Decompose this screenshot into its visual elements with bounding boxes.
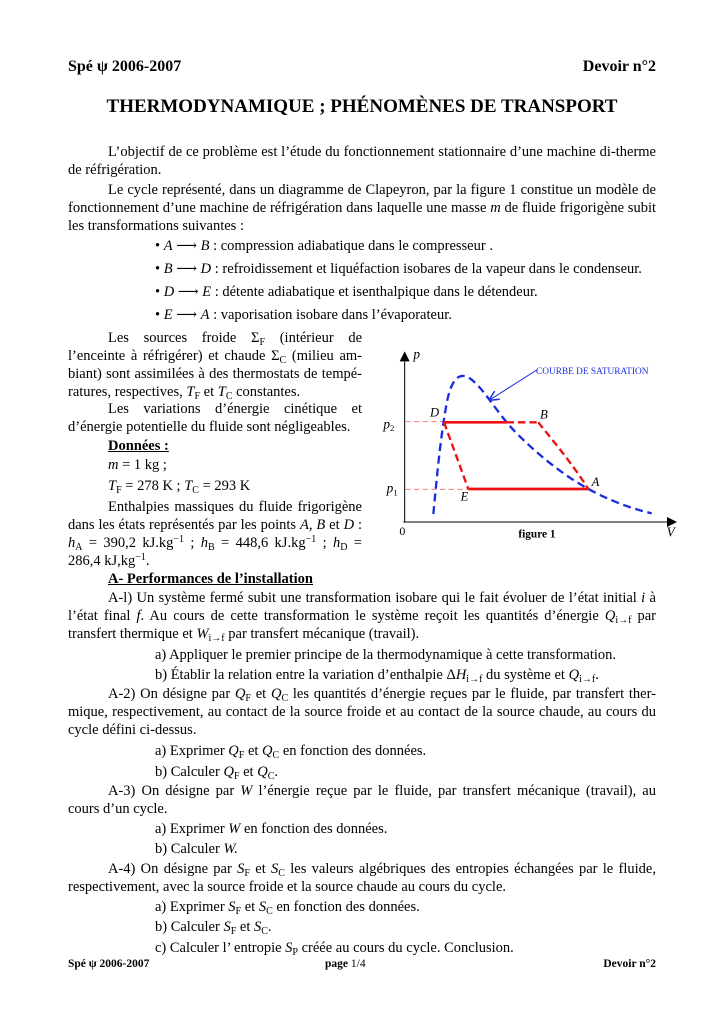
header-left: Spé ψ 2006-2007 (68, 58, 182, 75)
text-segment: h (68, 535, 76, 551)
p2-label: $p_2$ (383, 416, 395, 433)
text-segment: ; (316, 535, 333, 551)
text-segment: : refroidissement et liquéfaction isobares de la vapeur dans le condenseur. (211, 261, 642, 277)
y-axis-label: p (413, 346, 421, 362)
paragraph (155, 237, 655, 255)
text-segment: i→f (615, 615, 632, 626)
text-segment: et (249, 861, 272, 877)
text-segment: F (244, 868, 250, 879)
text-segment: Les variations d’énergie cinétique et d’énergie potentielle du fluide sont négligeables. (68, 401, 362, 435)
text-segment: • (155, 238, 164, 254)
paragraph (155, 742, 655, 760)
text-segment: Q (234, 686, 246, 702)
text-segment: b) Calculer (155, 841, 224, 857)
text-segment: ⟶ (172, 261, 201, 277)
text-segment: H (455, 667, 467, 683)
paragraph (68, 589, 656, 643)
text-segment: i→f (208, 633, 225, 644)
text-segment: = 390,2 kJ.kg (82, 535, 174, 551)
text-segment: T (217, 384, 226, 400)
text-segment: S (253, 919, 262, 935)
text-segment: f (136, 608, 141, 624)
text-segment: W (196, 626, 209, 642)
text-segment: a) Appliquer le premier principe de la thermodynamique à cette transformation. (155, 647, 617, 663)
paragraph (155, 918, 655, 936)
text-segment: b) Établir la relation entre la variation d’enthalpie Δ (155, 667, 456, 683)
text-segment: par transfert mécanique (travail). (224, 626, 420, 642)
point-a-label: A (591, 475, 600, 489)
text-segment: a) Exprimer (155, 899, 229, 915)
text-segment: C (261, 926, 268, 937)
figure-1-clapeyron-diagram (370, 340, 690, 550)
text-segment: m (108, 457, 119, 473)
text-segment: S (285, 940, 293, 956)
figure-caption: figure 1 (518, 528, 556, 541)
text-segment: F (194, 391, 201, 402)
text-segment: T (184, 478, 193, 494)
text-segment: Q (604, 608, 616, 624)
text-segment: Q (262, 743, 273, 759)
paragraph (155, 939, 655, 957)
text-segment: et (325, 517, 344, 533)
paragraph (155, 260, 655, 278)
text-segment: W. (223, 841, 238, 857)
text-segment: C (192, 485, 199, 496)
text-segment: A-2) On désigne par (108, 686, 235, 702)
text-segment: S (228, 899, 236, 915)
text-segment: et (241, 899, 259, 915)
paragraph (68, 860, 656, 896)
text-segment: h (200, 535, 209, 551)
text-segment: A-4) On désigne par (108, 861, 238, 877)
text-segment: • (155, 307, 164, 323)
point-e-label: E (460, 489, 469, 504)
compression-a-b (538, 422, 588, 489)
text-segment: A-3) On désigne par (108, 783, 241, 799)
text-segment: ⟶ (172, 307, 201, 323)
text-segment: F (245, 693, 251, 704)
text-segment: A, B (300, 517, 326, 533)
origin-label: 0 (399, 524, 406, 538)
text-segment: de fluide frigorigène subit les transformations suivantes : (68, 200, 656, 234)
text-segment: C (272, 750, 280, 761)
text-segment: i→f (466, 674, 483, 685)
text-segment: les quantités d’énergie reçues par le fluide, par transfert ther-mique, respectivement, au contact de la source froide et au contact de la source chaude, au cours du cycle défini ci-dessus. (68, 686, 656, 738)
text-segment: c) Calculer l’ entropie (155, 940, 286, 956)
text-segment: A (163, 238, 173, 254)
paragraph (155, 283, 655, 301)
text-segment: F (238, 750, 245, 761)
paragraph (68, 437, 362, 455)
page-title: THERMODYNAMIQUE ; PHÉNOMÈNES DE TRANSPORT (106, 96, 618, 117)
text-segment: Enthalpies massiques du fluide frigorigène dans les états représentés par les points (68, 499, 362, 533)
text-segment: a) Exprimer (155, 821, 229, 837)
text-segment: les valeurs algébriques des entropies échangées par le fluide, respectivement, avec la source froide et la source chaude au cours du cycle. (68, 861, 656, 895)
text-segment: h (332, 535, 341, 551)
text-segment: du système et (482, 667, 569, 683)
text-segment: Q (228, 743, 239, 759)
text-segment: : compression adiabatique dans le compresseur . (209, 238, 493, 254)
paragraph (68, 685, 656, 739)
text-segment: C (279, 355, 287, 366)
text-segment: (milieu am-biant) sont assimilées à des thermostats de tempé-ratures, respectives, (68, 348, 362, 400)
paragraph (155, 306, 655, 324)
text-segment: F (233, 771, 240, 782)
paragraph (68, 329, 362, 401)
text-segment: F (259, 337, 266, 348)
text-segment: Les sources froide Σ (108, 330, 260, 346)
text-segment: = 1 kg ; (118, 457, 167, 473)
text-segment: . (145, 553, 150, 569)
text-segment: . (595, 667, 599, 683)
text-segment: en fonction des données. (279, 743, 427, 759)
text-segment: = 293 K (198, 478, 251, 494)
text-segment: A (75, 542, 83, 553)
text-segment: : détente adiabatique et isenthalpique dans le détendeur. (211, 284, 538, 300)
text-segment: S (223, 919, 231, 935)
text-segment: b) Calculer (155, 919, 224, 935)
paragraph (68, 570, 362, 588)
text-segment: A (200, 307, 210, 323)
text-segment: : vaporisation isobare dans l’évaporateur. (209, 307, 452, 323)
text-segment: l’énergie reçue par le fluide, par transfert mécanique (travail), au cours d’un cycle. (68, 783, 656, 817)
text-segment: = 286,4 kJ,kg (68, 535, 362, 569)
text-segment: ⟶ (174, 284, 203, 300)
text-segment: C (281, 693, 289, 704)
text-segment: i→f (579, 674, 596, 685)
paragraph (155, 763, 655, 781)
text-segment: m (490, 200, 501, 216)
text-segment: Q (568, 667, 580, 683)
paragraph (155, 898, 655, 916)
text-segment: Q (270, 686, 282, 702)
paragraph (155, 840, 655, 858)
text-segment: et (239, 764, 258, 780)
text-segment: P (292, 947, 298, 958)
paragraph (68, 456, 362, 474)
text-segment: F (116, 485, 122, 496)
paragraph (68, 782, 656, 818)
saturation-annotation: COURBE DE SATURATION (536, 367, 649, 377)
point-d-label: D (430, 405, 440, 420)
text-segment: D (163, 284, 175, 300)
text-segment: B (163, 261, 173, 277)
text-segment: C (278, 868, 285, 879)
text-segment: . (267, 919, 272, 935)
text-segment: F (235, 906, 242, 917)
text-segment: T (186, 384, 195, 400)
text-segment: (intérieur de l’enceinte à réfrigérer) et chaude Σ (68, 330, 363, 364)
text-segment: à l’état final (68, 590, 656, 624)
text-segment: C (267, 771, 275, 782)
paragraph (68, 498, 362, 570)
text-segment: E (163, 307, 173, 323)
text-segment: constantes. (232, 384, 301, 400)
text-segment: et (200, 384, 218, 400)
text-segment: D (200, 261, 212, 277)
text-segment: a) Exprimer (155, 743, 229, 759)
text-segment: L’objectif de ce problème est l’étude du fonctionnement stationnaire d’une machine di-therme de réfrigération. (68, 144, 656, 178)
footer-page (325, 958, 366, 970)
text-segment: . Au cours de cette transformation le système reçoit les quantités d’énergie (140, 608, 605, 624)
text-segment: : (354, 517, 363, 533)
text-segment: B (208, 542, 215, 553)
text-segment: −1 (305, 534, 317, 545)
text-segment: S (258, 899, 267, 915)
paragraph (155, 820, 655, 838)
text-segment: et (244, 743, 263, 759)
text-segment: A- Performances de l’installation (108, 571, 313, 587)
paragraph (68, 181, 656, 235)
text-segment: A-l) Un système fermé subit une transformation isobare qui le fait évoluer de l’état initial (108, 590, 642, 606)
header-right: Devoir n°2 (582, 58, 656, 75)
text-segment: S (271, 861, 279, 877)
text-segment: i (641, 590, 646, 606)
text-segment: W (228, 821, 241, 837)
text-segment: Le cycle représenté, dans un diagramme de Clapeyron, par la figure 1 constitue un modèle de fonctionnement d’une machine de réfrigération dans laquelle une masse (68, 182, 656, 216)
text-segment: par transfert thermique et (68, 608, 657, 642)
text-segment: ⟶ (172, 238, 201, 254)
text-segment: et (236, 919, 254, 935)
text-segment: • (155, 284, 164, 300)
text-segment: −1 (173, 534, 185, 545)
annotation-arrow (491, 370, 537, 399)
text-segment: D (343, 517, 355, 533)
text-segment: en fonction des données. (240, 821, 388, 837)
text-segment: C (225, 391, 233, 402)
text-segment: = 278 K ; (121, 478, 185, 494)
text-segment: F (230, 926, 237, 937)
text-segment: . (274, 764, 278, 780)
text-segment: et (250, 686, 271, 702)
point-b-label: B (540, 407, 548, 422)
text-segment: = 448,6 kJ.kg (214, 535, 306, 551)
text-segment: • (155, 261, 164, 277)
text-segment: S (237, 861, 245, 877)
text-segment: W (240, 783, 253, 799)
paragraph (68, 400, 362, 436)
text-segment: ; (184, 535, 201, 551)
paragraph (155, 666, 655, 684)
x-axis-label: V (666, 524, 675, 540)
footer-page-prefix: page (325, 958, 351, 970)
text-segment: en fonction des données. (272, 899, 420, 915)
text-segment: Données : (108, 438, 169, 454)
footer-page-number: 1/4 (350, 958, 366, 970)
text-segment: b) Calculer (155, 764, 224, 780)
text-segment: T (108, 478, 117, 494)
text-segment: E (202, 284, 212, 300)
text-segment: Q (257, 764, 268, 780)
footer-left: Spé ψ 2006-2007 (68, 958, 150, 970)
expansion-d-e (444, 422, 468, 489)
paragraph (68, 143, 656, 179)
text-segment: B (200, 238, 210, 254)
text-segment: Q (223, 764, 234, 780)
paragraph (68, 477, 362, 495)
text-segment: créée au cours du cycle. Conclusion. (297, 940, 514, 956)
text-segment: −1 (135, 552, 146, 563)
paragraph (155, 646, 655, 664)
footer-right: Devoir n°2 (603, 958, 656, 970)
text-segment: C (266, 906, 273, 917)
p1-label: $p_1$ (386, 480, 398, 498)
text-segment: D (340, 542, 348, 553)
